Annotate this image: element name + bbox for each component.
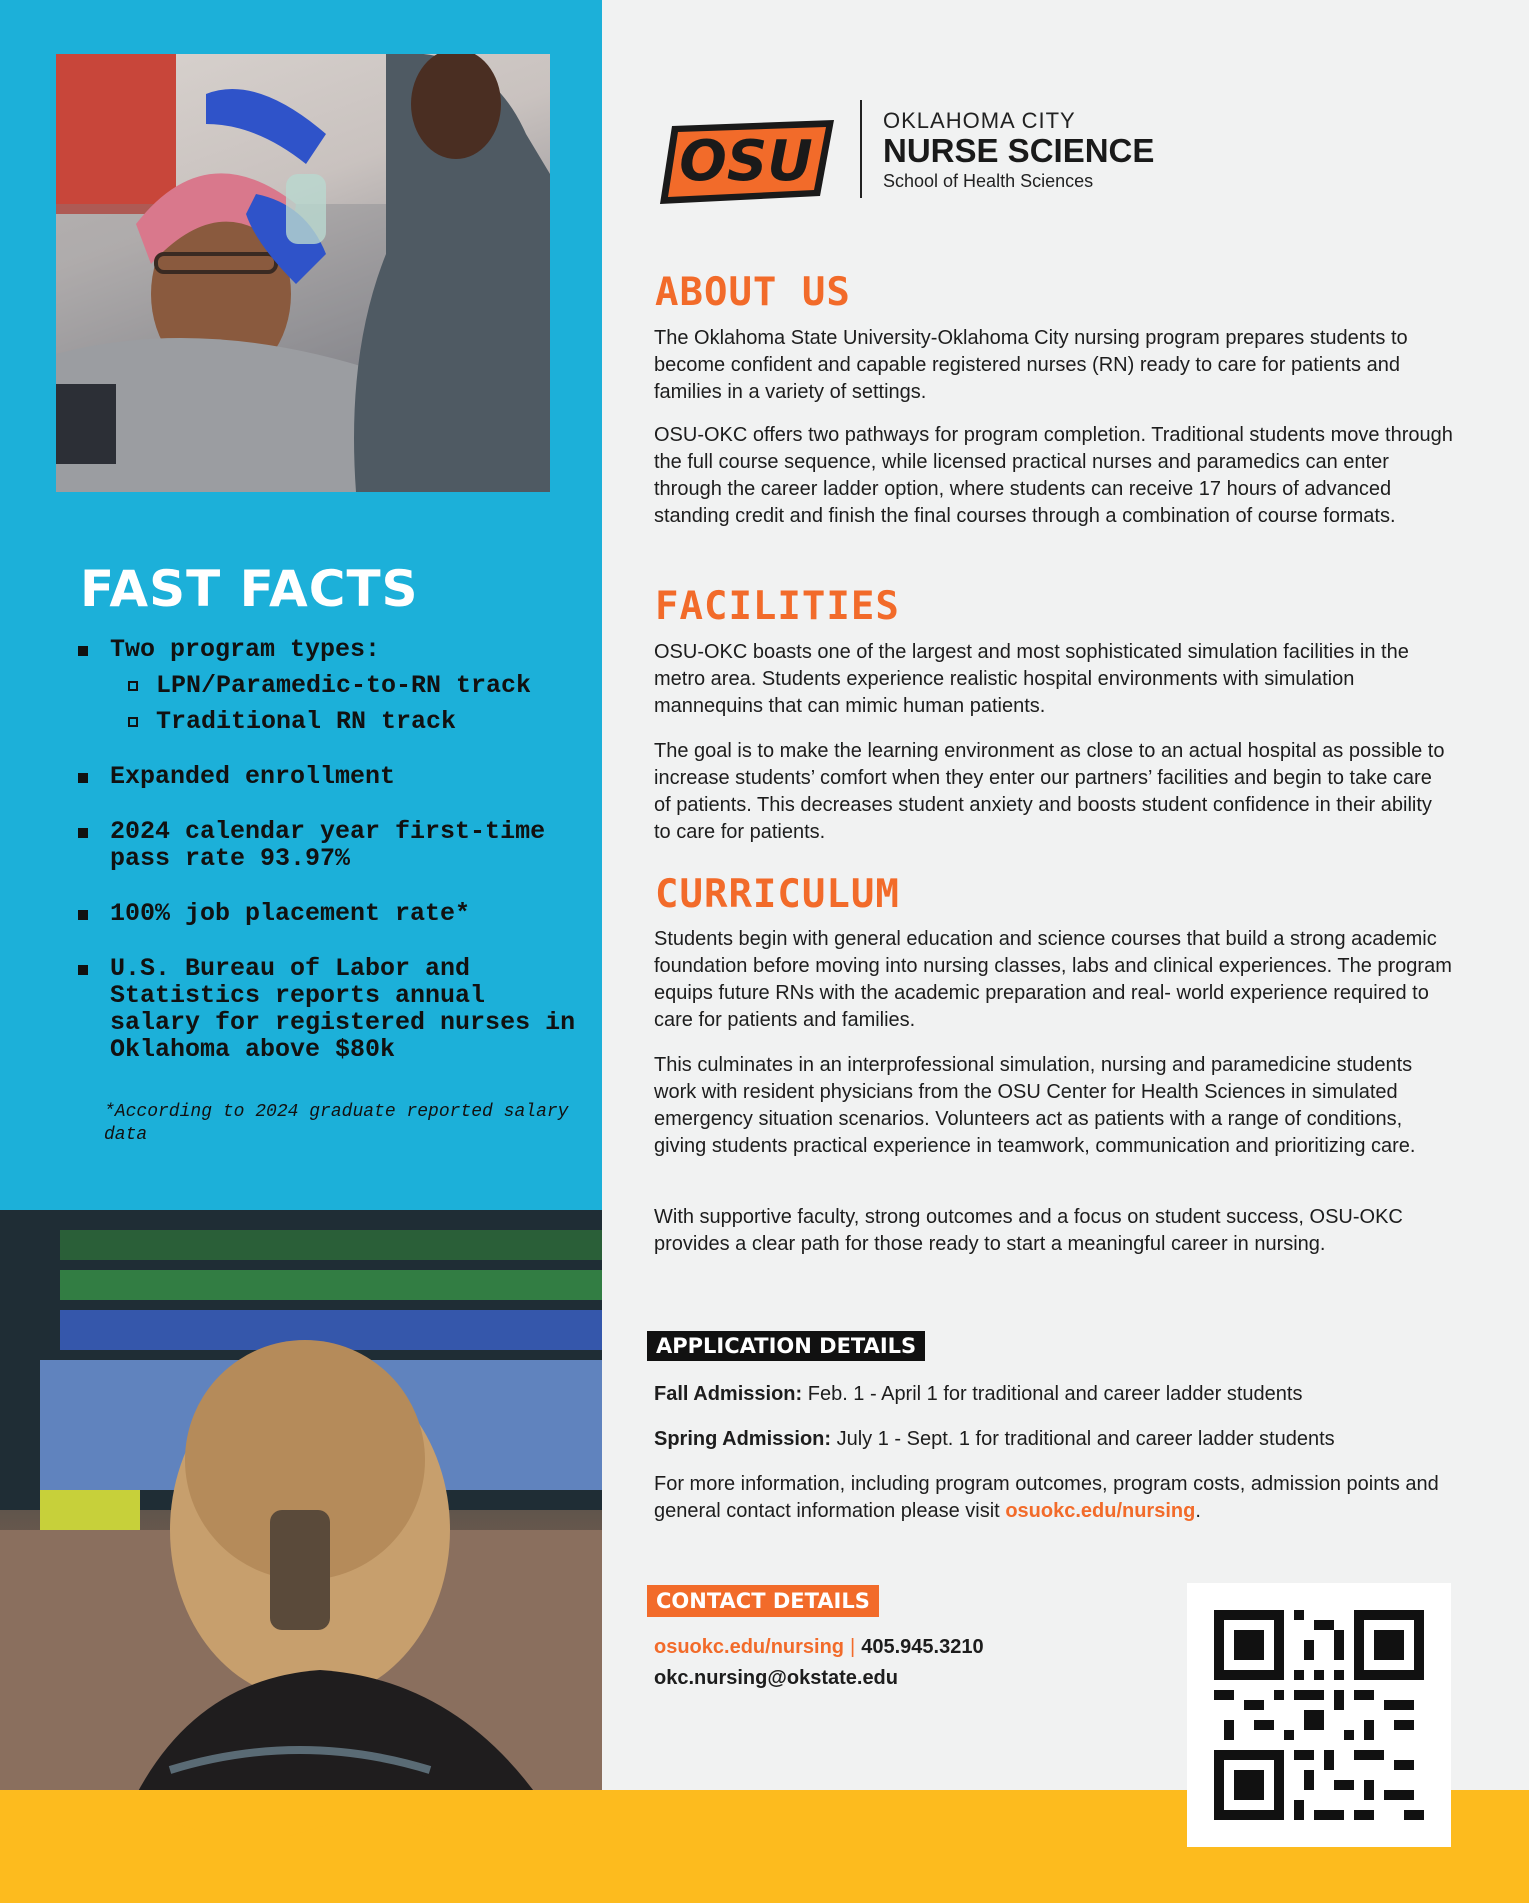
more-info xyxy=(654,1471,1464,1525)
qr-code-icon xyxy=(1214,1610,1424,1820)
brand-name: NURSE SCIENCE xyxy=(883,132,1155,169)
brand-city: OKLAHOMA CITY xyxy=(883,108,1076,133)
about-paragraph-2: OSU-OKC offers two pathways for program completion. Traditional students move through the full course sequence, while licensed practical nurses and paramedics can enter through the career ladder option, where students can receive 17 hours of advanced standing credit and finish the final courses through a combination of course formats. xyxy=(654,424,1453,527)
facilities-paragraph-2: The goal is to make the learning environment as close to an actual hospital as possible to increase students’ comfort when they enter our partners’ facilities and begin to take care of patients. This decreases student anxiety and boosts student confidence in their ability to care for patients. xyxy=(654,740,1445,843)
spring-admission-label: Spring Admission: xyxy=(654,1428,832,1450)
contact-web-phone xyxy=(654,1636,984,1659)
contact-website-link[interactable]: osuokc.edu/nursing xyxy=(654,1636,845,1658)
nurse-monitor-photo-art xyxy=(0,1210,602,1830)
contact-heading: CONTACT DETAILS xyxy=(647,1585,879,1617)
brand-school: School of Health Sciences xyxy=(883,171,1094,191)
torn-edge xyxy=(0,1812,602,1852)
more-info-text: For more information, including program outcomes, program costs, admission points and general contact information please visit xyxy=(654,1473,1439,1522)
sub-fact-lpn: LPN/Paramedic-to-RN track xyxy=(76,672,586,699)
application-heading: APPLICATION DETAILS xyxy=(647,1331,925,1361)
facilities-heading: FACILITIES xyxy=(655,584,900,629)
fall-admission xyxy=(654,1381,1464,1408)
fact-program-types xyxy=(76,636,586,735)
curriculum-paragraph-1: Students begin with general education and science courses that build a strong academic foundation before moving into nursing classes, labs and clinical experiences. The program equips future RNs with the academic preparation and real- world experience required to care for patients and families. xyxy=(654,928,1452,1031)
contact-phone[interactable]: 405.945.3210 xyxy=(861,1636,984,1658)
nursing-website-link[interactable]: osuokc.edu/nursing xyxy=(1005,1500,1196,1522)
osu-logo xyxy=(654,114,842,210)
nurse-patient-photo xyxy=(56,54,550,492)
facilities-paragraph-1: OSU-OKC boasts one of the largest and most sophisticated simulation facilities in the metro area. Students experience realistic hospital environments with simulation mannequins that can mimic human patients. xyxy=(654,641,1409,717)
spring-admission xyxy=(654,1426,1464,1453)
nurse-monitor-photo xyxy=(0,1210,602,1830)
fact-enrollment: Expanded enrollment xyxy=(76,763,586,790)
fast-facts-footnote: *According to 2024 graduate reported salary data xyxy=(104,1102,569,1145)
fast-facts-list xyxy=(76,636,586,1091)
logo-divider xyxy=(860,100,862,198)
fact-salary: U.S. Bureau of Labor and Statistics reports annual salary for registered nurses in Oklahoma above $80k xyxy=(76,955,586,1063)
qr-code-card[interactable] xyxy=(1187,1583,1451,1847)
curriculum-heading: CURRICULUM xyxy=(655,872,900,917)
fact-text: Two program types: xyxy=(110,635,381,664)
fall-admission-text: Feb. 1 - April 1 for traditional and career ladder students xyxy=(802,1383,1303,1405)
nurse-patient-photo-art xyxy=(56,54,550,492)
spring-admission-text: July 1 - Sept. 1 for traditional and career ladder students xyxy=(831,1428,1335,1450)
fast-facts-panel xyxy=(0,0,602,1210)
fact-pass-rate: 2024 calendar year first-time pass rate 93.97% xyxy=(76,818,586,872)
contact-separator: | xyxy=(850,1636,856,1658)
curriculum-paragraph-3: With supportive faculty, strong outcomes and a focus on student success, OSU-OKC provides a clear path for those ready to start a meaningful career in nursing. xyxy=(654,1206,1403,1255)
fall-admission-label: Fall Admission: xyxy=(654,1383,803,1405)
sub-fact-traditional: Traditional RN track xyxy=(76,708,586,735)
fast-facts-title: FAST FACTS xyxy=(80,560,419,618)
about-heading: ABOUT US xyxy=(655,270,851,315)
more-info-end: . xyxy=(1195,1500,1201,1522)
about-paragraph-1: The Oklahoma State University-Oklahoma City nursing program prepares students to become confident and capable registered nurses (RN) ready to care for patients and families in a variety of settings. xyxy=(654,327,1408,403)
contact-email[interactable]: okc.nursing@okstate.edu xyxy=(654,1667,898,1689)
curriculum-paragraph-2: This culminates in an interprofessional simulation, nursing and paramedicine students work with resident physicians from the OSU Center for Health Sciences in simulated emergency situation scenarios. Volunteers act as patients with a range of conditions, giving students practical experience in teamwork, communication and prioritizing care. xyxy=(654,1054,1416,1157)
osu-logo-text: OSU xyxy=(679,129,813,194)
fact-job-placement: 100% job placement rate* xyxy=(76,900,586,927)
